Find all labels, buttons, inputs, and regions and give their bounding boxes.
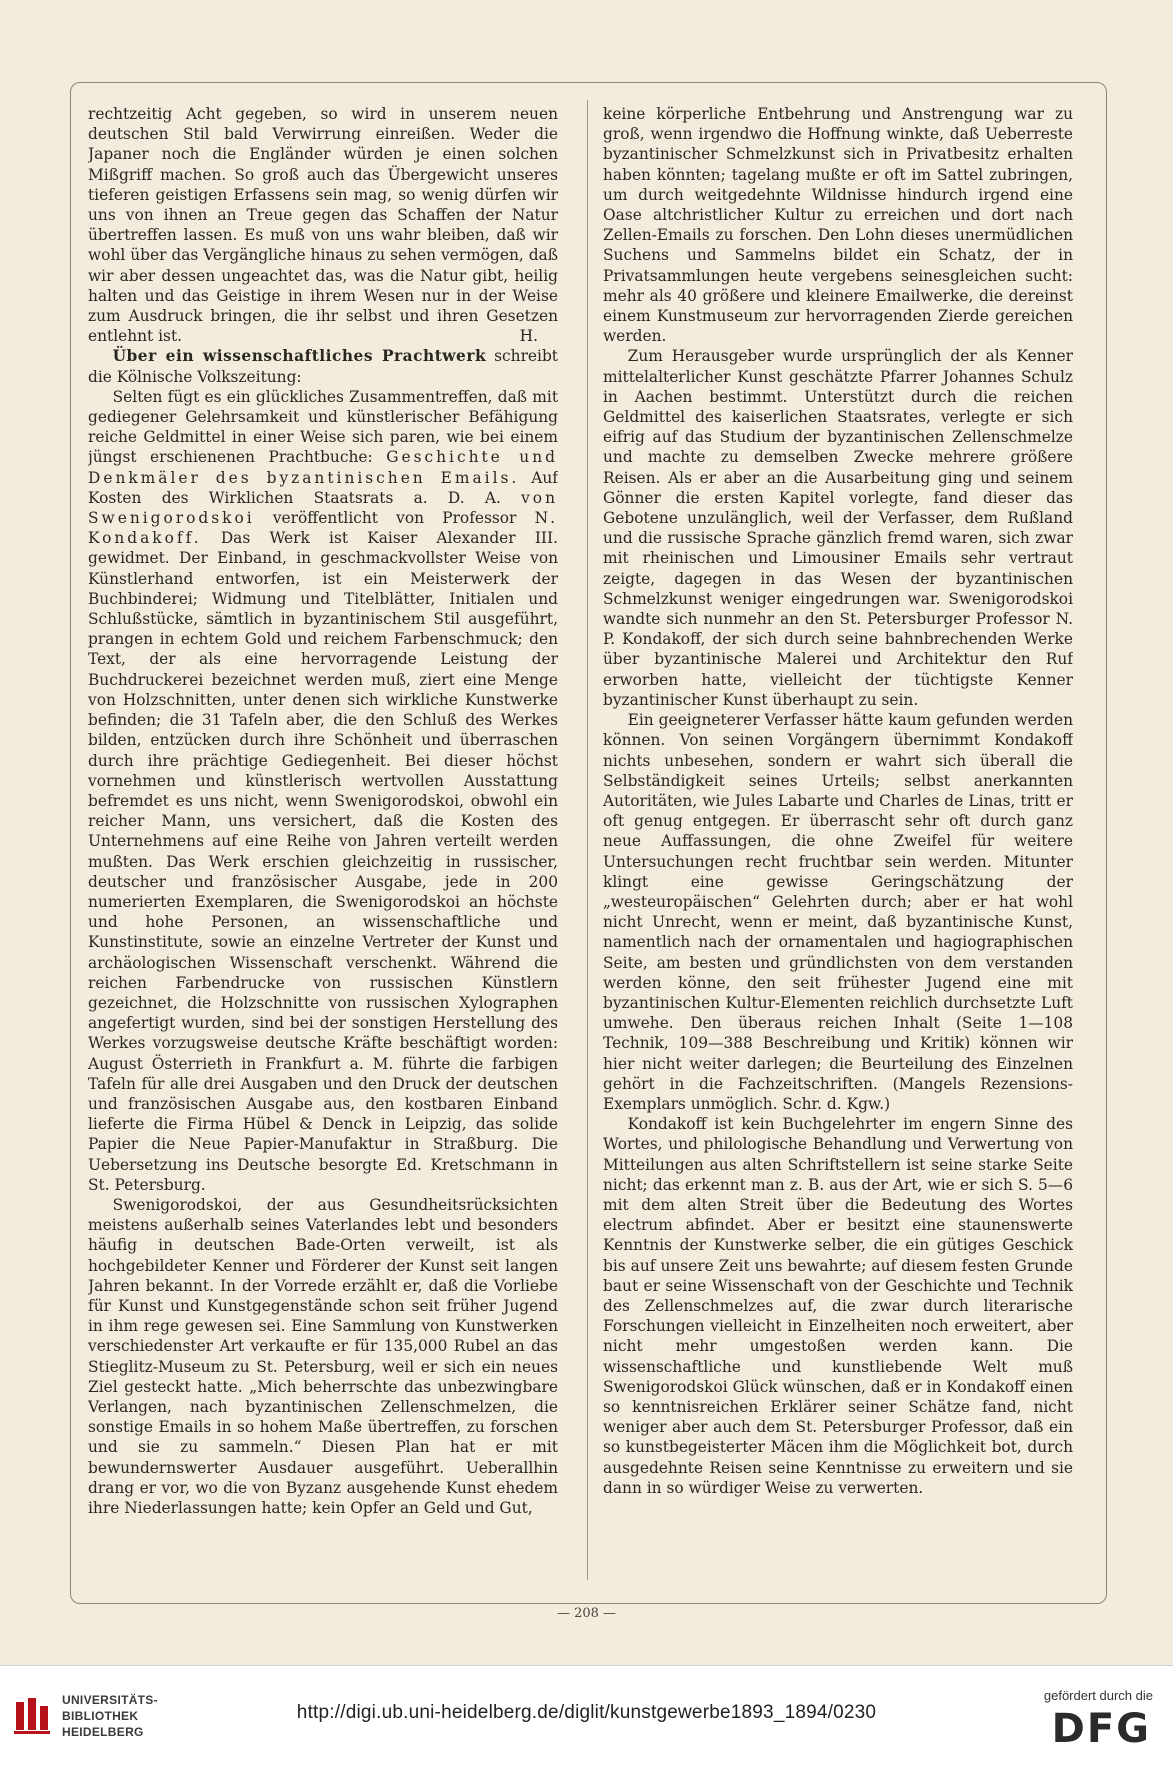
left-paragraph-3-d: Das Werk ist Kaiser Alexander III. gewidmet. Der Einband, in geschmackvollster Weise von Künstlerhand entworfen, ist ein Meisterwerk der Buchbinderei; Widmung und Titelblätter, Initialen und Schlußstücke, sämtlich in byzantinischem Stil ausgeführt, prangen in echtem Gold und reichem Farbenschmuck; den Text, der als eine hervorragende Leistung der Buchdruckerei bezeichnet werden muß, ziert eine Menge von Holzschnitten, unter denen sich wirkliche Kunstwerke befinden; die 31 Tafeln aber, die den Schluß des Werkes bilden, entzücken durch ihre Schönheit und überraschen durch ihre prächtige Gediegenheit. Bei dieser höchst vornehmen und künstlerisch wertvollen Ausstattung befremdet es uns nicht, wenn Swenigorodskoi, obwohl ein reicher Mann, uns versichert, daß die Kosten des Unternehmens auf eine Reihe von Jahren verteilt werden mußten. Das Werk erschien gleichzeitig in russischer, deutscher und französischer Ausgabe, jede in 200 numerierten Exemplaren, die Swenigorodskoi an höchste und hohe Personen, an wissenschaftliche und Kunstinstitute, sowie an einzelne Vertreter der Kunst und archäologischen Wissenschaft verschenkt. Während die reichen Farbendrucke von russischen Künstlern gezeichnet, die Holzschnitte von russischen Xylographen angefertigt wurden, sind bei der sonstigen Herstellung des Werkes vorzugsweise deutsche Kräfte beschäftigt worden: August Österrieth in Frankfurt a. M. führte die farbigen Tafeln für alle drei Ausgaben und den Druck der deutschen und französischen Ausgabe aus, den kostbaren Einband lieferte die Firma Hübel & Denck in Leipzig, das solide Papier die Neue Papier-Manufaktur in Straßburg. Die Uebersetzung ins Deutsche besorgte Ed. Kretschmann in St. Petersburg. <box>88 529 558 1194</box>
book-title: Geschichte und Denkmäler des byzantinischen Emails. <box>88 448 558 487</box>
library-name-line3: HEIDELBERG <box>62 1725 144 1739</box>
author-name: N. Kondakoff. <box>88 509 558 548</box>
left-paragraph-3-a: Selten fügt es ein glückliches Zusammentreffen, daß mit gediegener Gelehrsamkeit und künstlerischer Befähigung reiche Geldmittel in einer Weise sich paren, wie bei einem jüngst erschienenen Prachtbuche: <box>88 387 558 467</box>
article-lead-heading: Über ein wissenschaftliches Prachtwerk <box>112 347 487 366</box>
left-paragraph-1-text: rechtzeitig Acht gegeben, so wird in unserem neuen deutschen Stil bald Verwirrung einreißen. Weder die Japaner noch die Engländer würden je einen solchen Mißgriff machen. So groß auch das Übergewicht unseres tieferen geistigen Erfassens sein mag, so wenig dürfen wir uns von ihnen an Treue gegen das Schaffen der Natur übertreffen lassen. Es muß von uns wahr bleiben, daß wir wohl über das Vergängliche hinaus zu sehen vermögen, daß wir aber dessen ungeachtet das, was die Natur gibt, heilig halten und das Geistige in ihrem Wesen nur in der Weise zum Ausdruck bringen, die ihr selbst und ihren Gesetzen entlehnt ist. <box>88 105 558 346</box>
right-paragraph-3: Ein geeigneterer Verfasser hätte kaum gefunden werden können. Von seinen Vorgängern übernimmt Kondakoff nichts unbesehen, sondern er wahrt sich überall die Selbständigkeit seines Urteils; selbst anerkannten Autoritäten, wie Jules Labarte und Charles de Linas, tritt er oft genug entgegen. Er überrascht sehr oft durch ganz neue Auffassungen, die ohne Zweifel für weitere Untersuchungen recht fruchtbar sein werden. Mitunter klingt eine gewisse Geringschätzung der „westeuropäischen“ Gelehrten durch; aber er hat wohl nicht Unrecht, wenn er meint, daß byzantinische Kunst, namentlich nach der ornamentalen und hagiographischen Seite, am besten und gründlichsten von dem verstanden werden könne, den seit frühester Jugend eine mit byzantinischen Kultur-Elementen reichlich durchsetzte Luft umwehe. Den überaus reichen Inhalt (Seite 1—108 Technik, 109—388 Beschreibung und Kritik) können wir hier nicht weiter darlegen; die Beurteilung des Einzelnen gehört in die Fachzeitschriften. (Mangels Rezensions-Exemplars unmöglich. Schr. d. Kgw.) <box>603 711 1073 1113</box>
signature-initial: H. <box>519 327 538 346</box>
left-paragraph-4: Swenigorodskoi, der aus Gesundheitsrücksichten meistens außerhalb seines Vaterlandes lebt und besonders häufig in deutschen Bade-Orten verweilt, ist als hochgebildeter Kenner und Förderer der Kunst seit langen Jahren bekannt. In der Vorrede erzählt er, daß die Vorliebe für Kunst und Kunstgegenstände schon seit früher Jugend in ihm rege gewesen sei. Eine Sammlung von Kunstwerken verschiedenster Art verkaufte er für 135,000 Rubel an das Stieglitz-Museum zu St. Petersburg, weil er sich ein neues Ziel gesteckt hatte. „Mich beherrschte das unbezwingbare Verlangen, nach byzantinischen Zellenschmelzen, die sonstige Emails in so hohem Maße übertreffen, zu forschen und sie zu sammeln.“ Diesen Plan hat er mit bewundernswerter Ausdauer ausgeführt. Ueberallhin drang er vor, wo die von Byzanz ausgehende Kunst ehedem ihre Niederlassungen hatte; kein Opfer an Geld und Gut, <box>88 1195 558 1518</box>
left-paragraph-2-text: schreibt die Kölnische Volkszeitung: <box>88 347 558 386</box>
left-paragraph-3-c: veröffentlicht von Professor <box>272 509 517 528</box>
sponsor-label: gefördert durch die <box>1043 1688 1153 1703</box>
viewer-footer <box>0 1665 1173 1766</box>
right-paragraph-1: keine körperliche Entbehrung und Anstrengung war zu groß, wenn irgendwo die Hoffnung winkte, daß Ueberreste byzantinischer Schmelzkunst sich in Privatbesitz erhalten haben könnten; tagelang mußte er oft im Sattel zubringen, um durch weitgedehnte Wildnisse hindurch irgend eine Oase altchristlicher Kultur zu erreichen und dort nach Zellen-Emails zu forschen. Den Lohn dieses unermüdlichen Suchens und Sammelns bildet ein Schatz, der in Privatsammlungen heute vergebens seinesgleichen sucht: mehr als 40 größere und kleinere Emailwerke, die dereinst einem Kunstmuseum zur hervorragenden Zierde gereichen werden. <box>603 105 1073 346</box>
right-paragraph-4: Kondakoff ist kein Buchgelehrter im engern Sinne des Wortes, und philologische Behandlung und Verwertung von Mitteilungen aus alten Schriftstellern ist seine starke Seite nicht; das erkennt man z. B. aus der Art, wie er sich S. 5—6 mit dem alten Streit über die Bedeutung des Wortes electrum abfindet. Aber er besitzt eine staunenswerte Kenntnis der Kunstwerke selber, die ein gütiges Geschick bis auf unsere Zeit uns bewahrte; auf diesem festen Grunde baut er seine Wissenschaft von der Geschichte und Technik des Zellenschmelzes auf, die zwar durch literarische Forschungen vielleicht in Einzelheiten noch erweitert, aber nicht mehr umgestoßen werden kann. Die wissenschaftliche und kunstliebende Welt muß Swenigorodskoi Glück wünschen, daß er in Kondakoff einen so kenntnisreichen Erklärer seiner Schätze fand, nicht weniger aber auch dem St. Petersburger Professor, daß ein so kunstbegeisterter Mäcen ihm die Möglichkeit bot, durch ausgedehnte Reisen seine Kenntnisse zu erweitern und sie dann in so würdiger Weise zu verwerten. <box>603 1115 1073 1497</box>
right-column <box>603 104 1073 1579</box>
right-paragraph-2: Zum Herausgeber wurde ursprünglich der als Kenner mittelalterlicher Kunst geschätzte Pfarrer Johannes Schulz in Aachen bestimmt. Unterstützt durch die reichen Geldmittel des kaiserlichen Staatsrates, verlegte er sich eifrig auf das Studium der byzantinischen Zellenschmelze und machte zu demselben Zwecke mehrere größere Reisen. Als er aber an die Ausarbeitung ging und seinem Gönner die ersten Kapitel vorlegte, fand dieser das Gebotene unzulänglich, weil der Verfasser, dem Rußland und die russische Sprache gänzlich fremd waren, sich zwar mit rheinischen und Limousiner Emails sehr vertraut zeigte, dagegen in das Wesen der byzantinischen Schmelzkunst weniger eingedrungen war. Swenigorodskoi wandte sich nunmehr an den St. Petersburger Professor N. P. Kondakoff, der sich durch seine bahnbrechenden Werke über byzantinische Malerei und Architektur den Ruf erworben hatte, vielleicht der tüchtigste Kenner byzantinischer Kunst überhaupt zu sein. <box>603 347 1073 709</box>
library-name-line2: BIBLIOTHEK <box>62 1709 139 1723</box>
library-name-line1: UNIVERSITÄTS- <box>62 1693 158 1707</box>
page-number: — 208 — <box>556 1606 617 1621</box>
left-paragraph-1 <box>88 104 558 346</box>
left-column <box>88 104 558 1579</box>
dfg-logo[interactable]: DFG <box>1051 1706 1151 1752</box>
patron-name: von Swenigorodskoi <box>88 488 558 528</box>
left-paragraph-3 <box>88 387 558 1195</box>
left-paragraph-3-b: Auf Kosten des Wirklichen Staatsrats a. D. A. <box>88 468 558 507</box>
left-paragraph-2 <box>88 346 558 386</box>
column-divider <box>587 100 588 1580</box>
document-url-link[interactable]: http://digi.ub.uni-heidelberg.de/diglit/kunstgewerbe1893_1894/0230 <box>296 1702 877 1723</box>
